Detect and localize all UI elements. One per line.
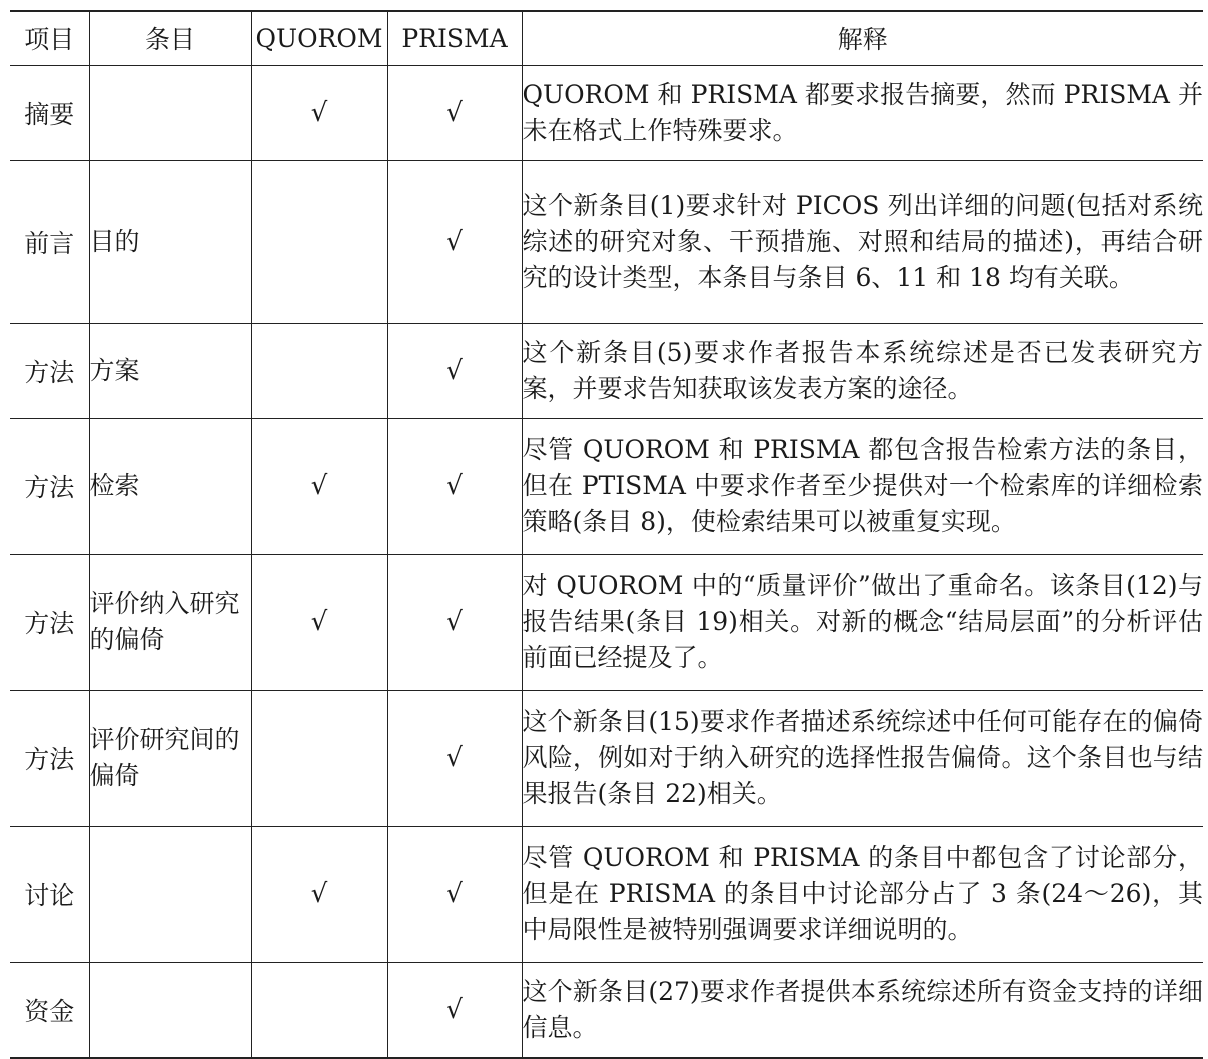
header-prisma: PRISMA (387, 11, 522, 65)
cell-prisma-check: √ (387, 323, 522, 418)
header-quorom: QUOROM (251, 11, 387, 65)
cell-quorom-check: √ (251, 554, 387, 690)
table-row (10, 962, 1203, 1058)
cell-item: 方法 (10, 554, 89, 690)
table-row (10, 160, 1203, 323)
table-row (10, 826, 1203, 962)
cell-entry: 评价研究间的偏倚 (89, 690, 251, 826)
table-header-row (10, 11, 1203, 65)
cell-item: 方法 (10, 418, 89, 554)
cell-prisma-check: √ (387, 962, 522, 1058)
cell-entry (89, 65, 251, 160)
cell-entry: 方案 (89, 323, 251, 418)
cell-explanation: 对 QUOROM 中的“质量评价”做出了重命名。该条目(12)与报告结果(条目 19)相关。对新的概念“结局层面”的分析评估前面已经提及了。 (522, 554, 1203, 690)
cell-explanation: 这个新条目(1)要求针对 PICOS 列出详细的问题(包括对系统综述的研究对象、干预措施、对照和结局的描述)，再结合研究的设计类型，本条目与条目 6、11 和 18 均有关联。 (522, 160, 1203, 323)
cell-explanation: 这个新条目(15)要求作者描述系统综述中任何可能存在的偏倚风险，例如对于纳入研究的选择性报告偏倚。这个条目也与结果报告(条目 22)相关。 (522, 690, 1203, 826)
cell-prisma-check: √ (387, 554, 522, 690)
cell-explanation: QUOROM 和 PRISMA 都要求报告摘要，然而 PRISMA 并未在格式上作特殊要求。 (522, 65, 1203, 160)
cell-item: 资金 (10, 962, 89, 1058)
cell-item: 讨论 (10, 826, 89, 962)
cell-explanation: 尽管 QUOROM 和 PRISMA 的条目中都包含了讨论部分，但是在 PRISMA 的条目中讨论部分占了 3 条(24～26)，其中局限性是被特别强调要求详细说明的。 (522, 826, 1203, 962)
cell-item: 方法 (10, 323, 89, 418)
cell-item: 前言 (10, 160, 89, 323)
cell-prisma-check: √ (387, 690, 522, 826)
cell-quorom-check: √ (251, 65, 387, 160)
cell-entry: 目的 (89, 160, 251, 323)
cell-quorom-check (251, 690, 387, 826)
table-row (10, 554, 1203, 690)
cell-quorom-check (251, 160, 387, 323)
cell-entry (89, 962, 251, 1058)
cell-explanation: 这个新条目(27)要求作者提供本系统综述所有资金支持的详细信息。 (522, 962, 1203, 1058)
cell-item: 方法 (10, 690, 89, 826)
header-item: 项目 (10, 11, 89, 65)
cell-prisma-check: √ (387, 418, 522, 554)
header-explanation: 解释 (522, 11, 1203, 65)
cell-quorom-check: √ (251, 418, 387, 554)
table-row (10, 65, 1203, 160)
cell-quorom-check: √ (251, 826, 387, 962)
cell-prisma-check: √ (387, 826, 522, 962)
table-row (10, 323, 1203, 418)
cell-explanation: 这个新条目(5)要求作者报告本系统综述是否已发表研究方案，并要求告知获取该发表方案的途径。 (522, 323, 1203, 418)
header-entry: 条目 (89, 11, 251, 65)
cell-item: 摘要 (10, 65, 89, 160)
table-row (10, 418, 1203, 554)
cell-prisma-check: √ (387, 65, 522, 160)
cell-entry: 评价纳入研究的偏倚 (89, 554, 251, 690)
cell-quorom-check (251, 323, 387, 418)
cell-entry: 检索 (89, 418, 251, 554)
cell-quorom-check (251, 962, 387, 1058)
cell-prisma-check: √ (387, 160, 522, 323)
cell-explanation: 尽管 QUOROM 和 PRISMA 都包含报告检索方法的条目，但在 PTISMA 中要求作者至少提供对一个检索库的详细检索策略(条目 8)，使检索结果可以被重复实现。 (522, 418, 1203, 554)
cell-entry (89, 826, 251, 962)
comparison-table (10, 10, 1203, 1059)
table-row (10, 690, 1203, 826)
